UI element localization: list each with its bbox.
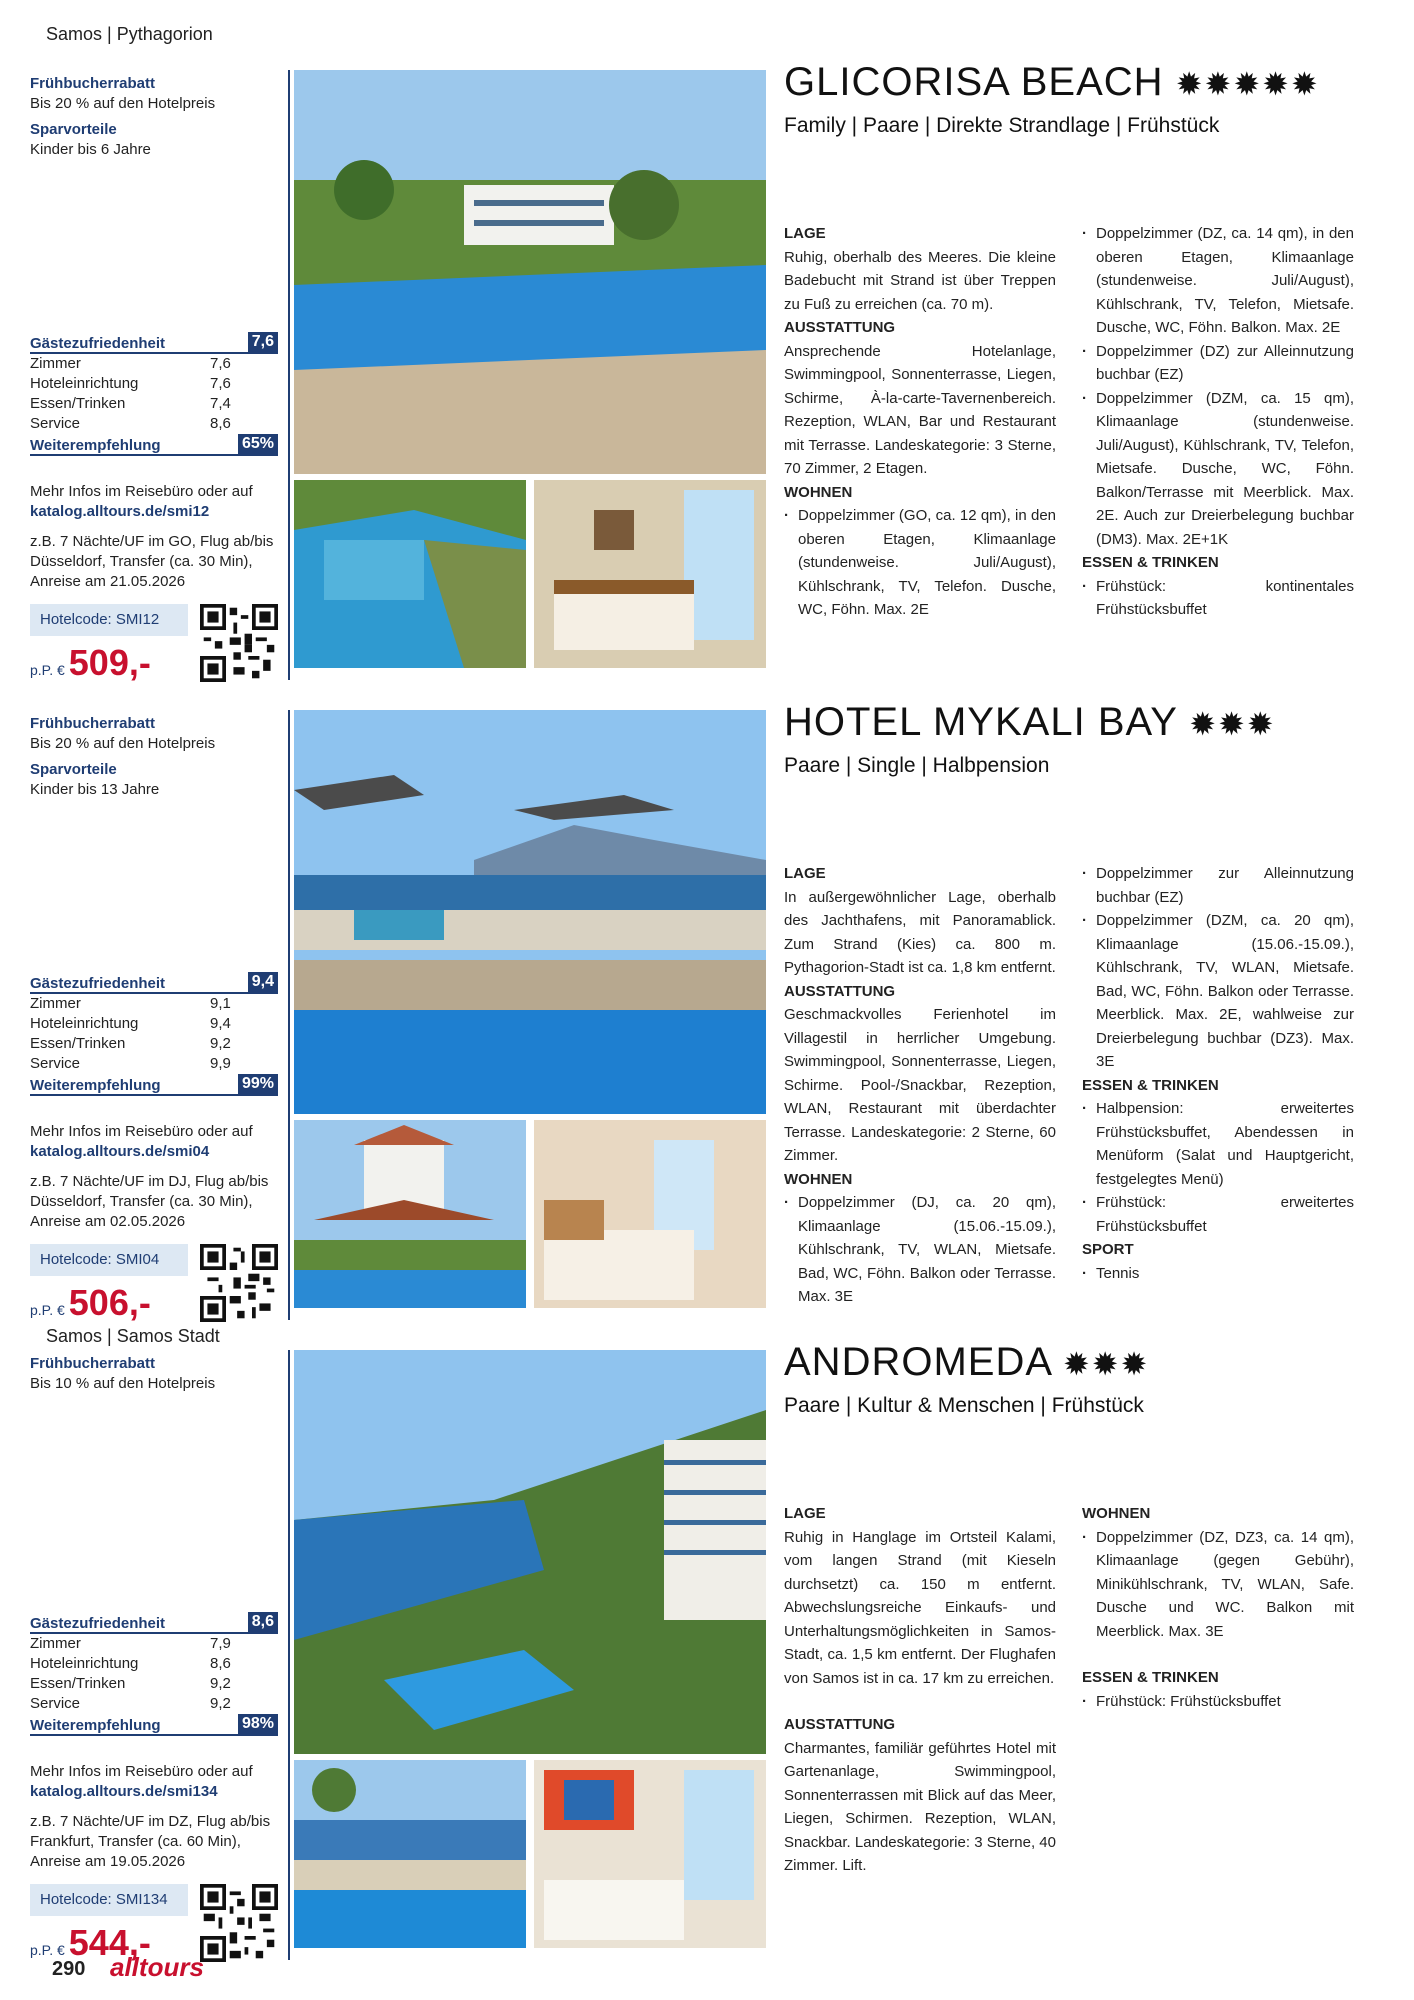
bullet-item: · Frühstück: Frühstücksbuffet xyxy=(1082,1690,1354,1714)
more-info xyxy=(30,482,278,522)
info-text: Mehr Infos im Reisebüro oder auf xyxy=(30,1763,253,1780)
divider xyxy=(288,1350,290,1960)
hotel-photo-pool xyxy=(294,1760,526,1948)
rating-label: Gästezufriedenheit xyxy=(30,335,166,352)
hotel-tags: Paare | Kultur & Menschen | Frühstück xyxy=(784,1394,1144,1417)
rating-name: Service xyxy=(30,1055,81,1072)
section-heading: AUSSTATTUNG xyxy=(784,319,896,336)
rating-value: 8,6 xyxy=(210,1655,231,1672)
rating-name: Zimmer xyxy=(30,1635,81,1652)
bullet-item: · Doppelzimmer (GO, ca. 12 qm), in den oberen Etagen, Klimaanlage (stundenweise. Juli/August), Kühlschrank, TV, Telefon. Dusche, WC, Föhn. Max. 2E xyxy=(784,504,1056,622)
section-heading: ESSEN & TRINKEN xyxy=(1082,1669,1219,1686)
section-text: In außergewöhnlicher Lage, oberhalb des Jachthafens, mit Panoramablick. Zum Strand (Kies) ca. 800 m. Pythagorion-Stadt ist ca. 1,8 km entfernt. xyxy=(784,888,1056,976)
guest-ratings xyxy=(30,1610,278,1736)
section-heading: AUSSTATTUNG xyxy=(784,1716,896,1733)
promo-title: Sparvorteile xyxy=(30,121,117,138)
hotel-photo-room xyxy=(534,1120,766,1308)
section-text: Charmantes, familiär geführtes Hotel mit Gartenanlage, Swimmingpool, Sonnenterrassen mit Blick auf das Meer, Liegen, Schirmen. Rezeption, WLAN, Snackbar. Landeskategorie: 3 Sterne, 40 Zimmer. Lift. xyxy=(784,1739,1056,1874)
rating-value: 9,2 xyxy=(210,1035,231,1052)
promo-text: Kinder bis 13 Jahre xyxy=(30,781,160,798)
rating-row xyxy=(30,374,278,394)
price-prefix: p.P. € xyxy=(30,1302,65,1318)
recommendation-value: 98% xyxy=(238,1714,278,1734)
rating-score: 9,4 xyxy=(248,972,278,992)
bullet-item: · Doppelzimmer (DZM, ca. 20 qm), Klimaanlage (15.06.-15.09.), Kühlschrank, TV, WLAN, Mietsafe. Bad, WC, Föhn. Balkon oder Terrasse. Meerblick. Max. 2E, wahlweise zur Dreierbelegung buchbar (DZ3). Max. 3E xyxy=(1082,909,1354,1074)
hotel-sidebar xyxy=(30,714,278,1324)
hotel-glicorisa-beach xyxy=(0,60,1414,700)
description-column xyxy=(1082,862,1354,1285)
hotel-tags: Paare | Single | Halbpension xyxy=(784,754,1050,777)
rating-header xyxy=(30,1610,278,1634)
section-heading: ESSEN & TRINKEN xyxy=(1082,554,1219,571)
rating-score: 8,6 xyxy=(248,1612,278,1632)
section-text: Ansprechende Hotelanlage, Swimmingpool, Sonnenterrasse, Liegen, Schirme, À-la-carte-Tavernenbereich. Rezeption, WLAN, Bar und Restaurant mit Terrasse. Landeskategorie: 3 Sterne, 70 Zimmer, 2 Etagen. xyxy=(784,342,1056,477)
bullet-item: · Doppelzimmer (DJ, ca. 20 qm), Klimaanlage (15.06.-15.09.), Kühlschrank, TV, WLAN, Mietsafe. Bad, WC, Föhn. Balkon oder Terrasse. Max. 3E xyxy=(784,1191,1056,1309)
hotel-mykali-bay xyxy=(0,700,1414,1340)
section-heading: WOHNEN xyxy=(784,1170,853,1188)
promo-title: Frühbucherrabatt xyxy=(30,75,156,92)
hotel-photo-room xyxy=(534,1760,766,1948)
rating-value: 7,4 xyxy=(210,395,231,412)
star-rating-icon: ✹✹✹ xyxy=(1062,1346,1150,1382)
rating-row xyxy=(30,1034,278,1054)
bullet-item: · Doppelzimmer (DZ, ca. 14 qm), in den oberen Etagen, Klimaanlage (stundenweise. Juli/August), Kühlschrank, TV, Telefon, Mietsafe. Dusche, WC, Föhn. Balkon. Max. 2E xyxy=(1082,222,1354,340)
qr-code-icon[interactable] xyxy=(200,604,278,682)
hotel-title xyxy=(784,1340,1149,1385)
section-heading: LAGE xyxy=(784,1505,826,1522)
promo-text: Kinder bis 6 Jahre xyxy=(30,141,151,158)
rating-value: 8,6 xyxy=(210,415,231,432)
description-column xyxy=(1082,222,1354,622)
bullet-item: · Doppelzimmer (DZ) zur Alleinnutzung buchbar (EZ) xyxy=(1082,340,1354,387)
bullet-item: · Frühstück: kontinentales Frühstücksbuffet xyxy=(1082,575,1354,622)
location-header: Samos | Samos Stadt xyxy=(46,1326,220,1346)
hotel-photo-exterior xyxy=(294,1120,526,1308)
hotel-name: HOTEL MYKALI BAY xyxy=(784,700,1178,744)
more-info xyxy=(30,1762,278,1802)
info-text: Mehr Infos im Reisebüro oder auf xyxy=(30,483,253,500)
price xyxy=(30,642,151,684)
section-text: Geschmackvolles Ferienhotel im Villagestil in herrlicher Umgebung. Swimmingpool, Sonnenterrasse, Liegen, Schirme. Pool-/Snackbar, Rezeption, WLAN, Restaurant mit überdachter Terrasse. Landeskategorie: 2 Sterne, 60 Zimmer. xyxy=(784,1006,1056,1164)
promo-title: Frühbucherrabatt xyxy=(30,1355,156,1372)
hotel-photo-coast xyxy=(294,1350,766,1754)
price-prefix: p.P. € xyxy=(30,662,65,678)
recommendation-label: Weiterempfehlung xyxy=(30,1077,161,1094)
recommendation-value: 65% xyxy=(238,434,278,454)
guest-ratings xyxy=(30,970,278,1096)
rating-row xyxy=(30,394,278,414)
rating-name: Service xyxy=(30,1695,81,1712)
rating-value: 9,1 xyxy=(210,995,231,1012)
bullet-item: · Doppelzimmer (DZM, ca. 15 qm), Klimaanlage (stundenweise. Juli/August), Kühlschrank, TV, Telefon, Mietsafe. Dusche, WC, Föhn. Balkon/Terrasse mit Meerblick. Max. 2E. Auch zur Dreierbelegung buchbar (DM3). Max. 2E+1K xyxy=(1082,387,1354,552)
hotel-photo-pool xyxy=(294,70,766,474)
rating-name: Hoteleinrichtung xyxy=(30,375,139,392)
promo-text: Bis 20 % auf den Hotelpreis xyxy=(30,735,216,752)
section-heading: WOHNEN xyxy=(1082,1505,1151,1522)
rating-name: Hoteleinrichtung xyxy=(30,1015,139,1032)
hotel-photo-terrace xyxy=(294,710,766,1114)
bullet-item: · Doppelzimmer zur Alleinnutzung buchbar (EZ) xyxy=(1082,862,1354,909)
rating-row xyxy=(30,354,278,374)
guest-ratings xyxy=(30,330,278,456)
promo-text: Bis 10 % auf den Hotelpreis xyxy=(30,1375,216,1392)
hotel-code: Hotelcode: SMI134 xyxy=(30,1884,188,1916)
description-column xyxy=(784,222,1056,622)
info-text: Mehr Infos im Reisebüro oder auf xyxy=(30,1123,253,1140)
rating-value: 7,6 xyxy=(210,375,231,392)
page-number: 290 xyxy=(52,1958,86,1980)
info-url-link[interactable]: katalog.alltours.de/smi134 xyxy=(30,1783,218,1800)
offer-text: z.B. 7 Nächte/UF im DZ, Flug ab/bis Frankfurt, Transfer (ca. 60 Min), Anreise am 19.05.2026 xyxy=(30,1813,271,1870)
rating-value: 9,2 xyxy=(210,1675,231,1692)
hotel-sidebar xyxy=(30,1354,278,1964)
recommendation-row xyxy=(30,1714,278,1736)
price-prefix: p.P. € xyxy=(30,1942,65,1958)
section-heading: SPORT xyxy=(1082,1241,1134,1258)
brand-logo: alltours xyxy=(110,1952,204,1982)
recommendation-value: 99% xyxy=(238,1074,278,1094)
rating-row xyxy=(30,1014,278,1034)
rating-row xyxy=(30,414,278,434)
rating-row xyxy=(30,1054,278,1074)
rating-name: Essen/Trinken xyxy=(30,395,126,412)
hotel-title xyxy=(784,60,1320,105)
price-value: 509,- xyxy=(68,642,151,683)
hotel-code: Hotelcode: SMI12 xyxy=(30,604,188,636)
section-heading: ESSEN & TRINKEN xyxy=(1082,1076,1219,1094)
promo-text: Bis 20 % auf den Hotelpreis xyxy=(30,95,216,112)
info-url-link[interactable]: katalog.alltours.de/smi04 xyxy=(30,1143,210,1160)
recommendation-row xyxy=(30,1074,278,1096)
divider xyxy=(288,70,290,680)
description-column xyxy=(784,1502,1056,1878)
spacer xyxy=(784,1690,1056,1713)
section-heading: AUSSTATTUNG xyxy=(784,982,896,1000)
star-rating-icon: ✹✹✹✹✹ xyxy=(1175,66,1320,102)
section-text: Ruhig in Hanglage im Ortsteil Kalami, vom langen Strand (mit Kieseln durchsetzt) ca. 150 m entfernt. Abwechslungsreiche Einkaufs- und Unterhaltungsmöglichkeiten in Samos-Stadt, ca. 1,5 km entfernt. Der Flughafen von Samos ist in ca. 17 km zu erreichen. xyxy=(784,1528,1056,1687)
price-value: 544,- xyxy=(68,1922,151,1963)
rating-row xyxy=(30,994,278,1014)
rating-name: Essen/Trinken xyxy=(30,1675,126,1692)
hotel-code: Hotelcode: SMI04 xyxy=(30,1244,188,1276)
qr-code-icon[interactable] xyxy=(200,1244,278,1322)
divider xyxy=(288,710,290,1320)
price-value: 506,- xyxy=(68,1282,151,1323)
promo-title: Frühbucherrabatt xyxy=(30,715,156,732)
more-info xyxy=(30,1122,278,1162)
section-heading: LAGE xyxy=(784,225,826,242)
description-column xyxy=(1082,1502,1354,1713)
hotel-andromeda xyxy=(0,1326,1414,1980)
hotel-name: ANDROMEDA xyxy=(784,1340,1051,1384)
section-text: Ruhig, oberhalb des Meeres. Die kleine Badebucht mit Strand ist über Treppen zu Fuß zu erreichen (ca. 70 m). xyxy=(784,248,1056,313)
rating-name: Zimmer xyxy=(30,995,81,1012)
rating-name: Service xyxy=(30,415,81,432)
hotel-title xyxy=(784,700,1276,745)
rating-row xyxy=(30,1634,278,1654)
hotel-name: GLICORISA BEACH xyxy=(784,60,1164,104)
bullet-item: · Frühstück: erweitertes Frühstücksbuffet xyxy=(1082,1191,1354,1238)
info-url-link[interactable]: katalog.alltours.de/smi12 xyxy=(30,503,210,520)
bullet-item: · Tennis xyxy=(1082,1262,1354,1286)
recommendation-row xyxy=(30,434,278,456)
star-rating-icon: ✹✹✹ xyxy=(1189,706,1276,742)
rating-label: Gästezufriedenheit xyxy=(30,1615,166,1632)
rating-row xyxy=(30,1654,278,1674)
rating-name: Essen/Trinken xyxy=(30,1035,126,1052)
rating-value: 7,9 xyxy=(210,1635,231,1652)
offer-text: z.B. 7 Nächte/UF im DJ, Flug ab/bis Düsseldorf, Transfer (ca. 30 Min), Anreise am 02.05.2026 xyxy=(30,1173,269,1230)
bullet-item: · Doppelzimmer (DZ, DZ3, ca. 14 qm), Klimaanlage (gegen Gebühr), Minikühlschrank, TV, WLAN, Safe. Dusche und WC. Balkon mit Meerblick. Max. 3E xyxy=(1082,1526,1354,1644)
promo-title: Sparvorteile xyxy=(30,761,117,778)
offer-text: z.B. 7 Nächte/UF im GO, Flug ab/bis Düsseldorf, Transfer (ca. 30 Min), Anreise am 21.05.2026 xyxy=(30,533,274,590)
rating-name: Zimmer xyxy=(30,355,81,372)
recommendation-label: Weiterempfehlung xyxy=(30,1717,161,1734)
rating-label: Gästezufriedenheit xyxy=(30,975,166,992)
rating-score: 7,6 xyxy=(248,332,278,352)
rating-value: 9,2 xyxy=(210,1695,231,1712)
rating-value: 9,9 xyxy=(210,1055,231,1072)
rating-header xyxy=(30,330,278,354)
price xyxy=(30,1282,151,1324)
hotel-sidebar xyxy=(30,74,278,684)
rating-value: 7,6 xyxy=(210,355,231,372)
rating-row xyxy=(30,1674,278,1694)
bullet-item: · Halbpension: erweitertes Frühstücksbuffet, Abendessen in Menüform (Salat und Hauptgericht, festgelegtes Menü) xyxy=(1082,1097,1354,1191)
section-heading: LAGE xyxy=(784,865,826,882)
hotel-photo-bay xyxy=(294,480,526,668)
page-header: Samos | Pythagorion xyxy=(46,24,213,44)
hotel-photo-room xyxy=(534,480,766,668)
recommendation-label: Weiterempfehlung xyxy=(30,437,161,454)
rating-row xyxy=(30,1694,278,1714)
qr-code-icon[interactable] xyxy=(200,1884,278,1962)
spacer xyxy=(1082,1643,1354,1666)
section-heading: WOHNEN xyxy=(784,483,853,501)
rating-name: Hoteleinrichtung xyxy=(30,1655,139,1672)
rating-header xyxy=(30,970,278,994)
description-column xyxy=(784,862,1056,1309)
hotel-tags: Family | Paare | Direkte Strandlage | Frühstück xyxy=(784,114,1220,137)
rating-value: 9,4 xyxy=(210,1015,231,1032)
